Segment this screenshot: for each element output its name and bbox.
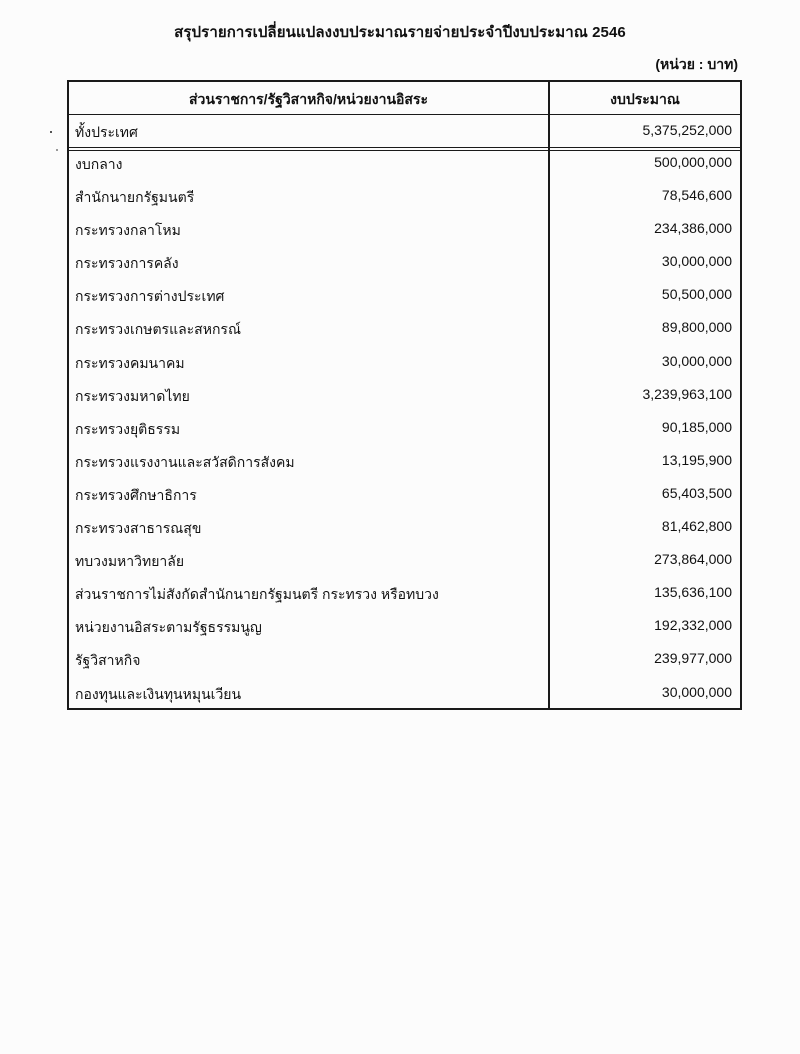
budget-table <box>67 80 742 710</box>
table-header <box>69 82 740 115</box>
total-row <box>69 115 740 151</box>
row-agency: กองทุนและเงินทุนหมุนเวียน <box>75 685 242 702</box>
document-title: สรุปรายการเปลี่ยนแปลงงบประมาณรายจ่ายประจำปีงบประมาณ 2546 <box>174 24 626 41</box>
row-agency: กระทรวงการคลัง <box>75 255 179 272</box>
row-agency: รัฐวิสาหกิจ <box>75 652 141 669</box>
row-budget: 81,462,800 <box>661 518 732 535</box>
header-agency: ส่วนราชการ/รัฐวิสาหกิจ/หน่วยงานอิสระ <box>188 91 429 107</box>
row-budget: 65,403,500 <box>661 484 732 501</box>
table-row <box>69 419 740 452</box>
table-row <box>69 684 740 717</box>
table-row <box>69 485 740 518</box>
row-agency: ทบวงมหาวิทยาลัย <box>75 553 185 570</box>
row-budget: 90,185,000 <box>661 418 732 435</box>
row-agency: กระทรวงคมนาคม <box>75 354 185 371</box>
unit-label: (หน่วย : บาท) <box>655 56 738 72</box>
row-agency: กระทรวงการต่างประเทศ <box>75 288 225 305</box>
row-agency: กระทรวงเกษตรและสหกรณ์ <box>75 321 241 338</box>
row-budget: 192,332,000 <box>654 617 732 634</box>
row-agency: กระทรวงมหาดไทย <box>75 387 190 404</box>
table-row <box>69 452 740 485</box>
row-agency: งบกลาง <box>75 156 123 172</box>
row-agency: กระทรวงยุติธรรม <box>75 420 181 437</box>
table-row <box>69 253 740 286</box>
table-row <box>69 220 740 253</box>
table-row <box>69 286 740 319</box>
row-agency: กระทรวงสาธารณสุข <box>75 520 202 537</box>
row-agency: กระทรวงแรงงานและสวัสดิการสังคม <box>75 453 295 470</box>
row-agency: ส่วนราชการไม่สังกัดสำนักนายกรัฐมนตรี กระทรวง หรือทบวง <box>75 586 439 603</box>
table-row <box>69 187 740 220</box>
table-row <box>69 154 740 187</box>
row-budget: 30,000,000 <box>661 253 732 270</box>
header-budget: งบประมาณ <box>610 91 680 107</box>
table-row <box>69 551 740 584</box>
row-budget: 3,239,963,100 <box>642 385 732 402</box>
scan-speck <box>50 131 52 133</box>
table-row <box>69 386 740 419</box>
table-row <box>69 617 740 650</box>
row-budget: 50,500,000 <box>661 286 732 303</box>
row-agency: กระทรวงศึกษาธิการ <box>75 486 197 503</box>
row-agency: กระทรวงกลาโหม <box>75 222 181 239</box>
scan-speck <box>56 149 58 151</box>
row-budget: 13,195,900 <box>661 451 732 468</box>
row-budget: 239,977,000 <box>654 650 732 667</box>
table-body <box>69 154 740 717</box>
row-budget: 500,000,000 <box>654 154 732 170</box>
table-row <box>69 518 740 551</box>
row-budget: 78,546,600 <box>661 187 732 204</box>
table-row <box>69 353 740 386</box>
row-agency: สำนักนายกรัฐมนตรี <box>75 189 195 206</box>
row-budget: 273,864,000 <box>654 551 732 568</box>
row-agency: หน่วยงานอิสระตามรัฐธรรมนูญ <box>75 619 262 636</box>
total-label: ทั้งประเทศ <box>75 124 138 140</box>
row-budget: 135,636,100 <box>654 584 732 601</box>
total-value: 5,375,252,000 <box>642 122 732 138</box>
row-budget: 30,000,000 <box>661 683 732 700</box>
table-row <box>69 584 740 617</box>
row-budget: 234,386,000 <box>654 220 732 237</box>
row-budget: 30,000,000 <box>661 352 732 369</box>
table-row <box>69 650 740 683</box>
row-budget: 89,800,000 <box>661 319 732 336</box>
table-row <box>69 319 740 352</box>
